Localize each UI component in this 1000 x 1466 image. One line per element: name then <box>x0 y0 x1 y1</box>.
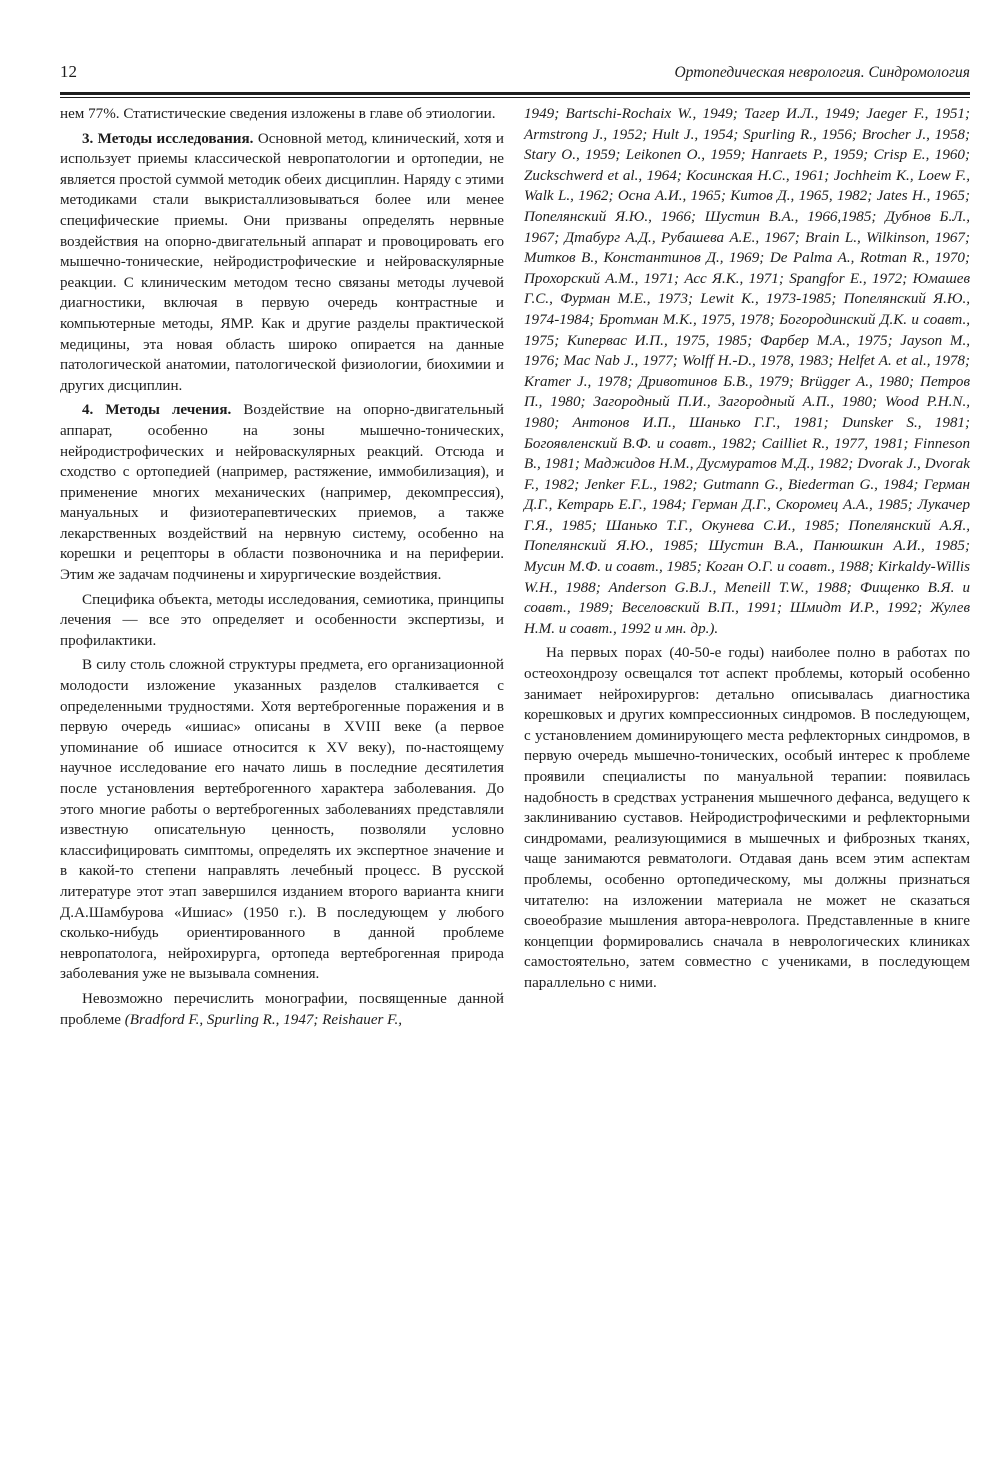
references-start: (Bradford F., Spurling R., 1947; Reishauer F., <box>124 1011 403 1028</box>
heading-research-methods: 3. Методы исследования. <box>82 130 254 147</box>
paragraph-monographs <box>60 989 504 1030</box>
paragraph-research-methods <box>60 129 504 397</box>
text-treatment-methods: Воздействие на опорно-двигательный аппарат, особенно на зоны мышечно-тонических, нейродистрофических и нейроваскулярных реакций. Отсюда и сходство с ортопедией (например, растяжение, иммобилизация), и применение многих механических (например, декомпрессия), мануальных и физиотерапевтических приемов, а также лекарственных воздействий на нервную систему, особенно на корешки и рецепторы в области позвоночника и на периферии. Этим же задачам подчинены и хирургические воздействия. <box>60 402 504 584</box>
paragraph-specifics: Специфика объекта, методы исследования, семиотика, принципы лечения — все это определяет и особенности экспертизы, и профилактики. <box>60 591 504 649</box>
paragraph-treatment-methods <box>60 400 504 585</box>
header-rule-thin <box>60 97 970 98</box>
header-rule-thick <box>60 92 970 95</box>
right-column <box>524 104 970 998</box>
left-column <box>60 104 504 1034</box>
heading-treatment-methods: 4. Методы лечения. <box>82 402 232 419</box>
paragraph-early-period: На первых порах (40-50-е годы) наиболее полно в работах по остеохондрозу освещался тот аспект проблемы, который особенно занимает нейрохирургов: детально описывалась диагностика корешковых и других компрессионных синдромов. В последующем, с установлением доминирующего места рефлекторных синдромов, в первую очередь мышечно-тонических, особый интерес к проблеме проявили специалисты по мануальной терапии: появилась надобность в средствах устранения мышечного дефанса, ведущего к заклиниванию суставов. Нейродистрофическими и рефлекторными синдромами, реализующимися в мышечных и фиброзных тканях, чаще занимаются ревматологи. Отдавая дань всем этим аспектам проблемы, особенно ортопедическому, мы должны признаться читателю: на изложении материала не может не сказаться своеобразие мышления автора-невролога. Представленные в книге концепции формировались сначала в неврологических клиниках самостоятельно, затем совместно с учениками, в последующем параллельно с ними. <box>524 645 970 991</box>
references-continued: 1949; Bartschi-Rochaix W., 1949; Тагер И.Л., 1949; Jaeger F., 1951; Armstrong J., 1952; Hult J., 1954; Spurling R., 1956; Brocher J., 1958; Stary O., 1959; Leikonen O., 1959; Hanraets P., 1959; Crisp E., 1960; Zuckschwerd et al., 1964; Косинская Н.С., 1961; Jochheim K., Loew F., Walk L., 1962; Осна А.И., 1965; Китов Д., 1965, 1982; Jates H., 1965; Попелянский Я.Ю., 1966; Шустин В.А., 1966,1985; Дубнов Б.Л., 1967; Дтабург А.Д., Рубашева А.Е., 1967; Brain L., Wilkinson, 1967; Митков В., Константинов Д., 1969; De Palma A., Rotman R., 1970; Прохорский А.М., 1971; Асс Я.К., 1971; Spangfor E., 1972; Юмашев Г.С., Фурман М.Е., 1973; Lewit K., 1973-1985; Попелянский Я.Ю., 1974-1984; Бротман М.К., 1975, 1978; Богородинский Д.К. и соавт., 1975; Кипервас И.П., 1975, 1985; Фарбер М.А., 1975; Jayson M., 1976; Mac Nab J., 1977; Wolff H.-D., 1978, 1983; Helfet A. et al., 1978; Kramer J., 1978; Дривотинов Б.В., 1979; Brügger A., 1980; Петров П., 1980; Загородный П.И., Загородный А.П., 1980; Wood P.H.N., 1980; Антонов И.П., Шанько Г.Г., 1981; Dunsker S., 1981; Богоявленский В.Ф. и соавт., 1982; Cailliet R., 1977, 1981; Finneson B., 1981; Маджидов Н.М., Дусмуратов М.Д., 1982; Dvorak J., Dvorak F., 1982; Jenker F.L., 1982; Gutmann G., Biederman G., 1984; Герман Д.Г., Кетрарь Е.Г., 1984; Герман Д.Г., Скоромец А.А., 1985; Лукачер Г.Я., 1985; Шанько Т.Г., Окунева С.И., 1985; Попелянский А.Я., Попелянский Я.Ю., 1985; Шустин В.А., Панюшкин А.И., 1985; Мусин М.Ф. и соавт., 1985; Коган О.Г. и соавт., 1988; Kirkaldy-Willis W.H., 1988; Anderson G.B.J., Meneill T.W., 1988; Фищенко В.Я. и соавт., 1989; Веселовский В.П., 1991; Шмидт И.Р., 1992; Жулев Н.М. и соавт., 1992 и мн. др.). <box>524 106 970 637</box>
text-research-methods: Основной метод, клинический, хотя и использует приемы классической невропатологии и ортопедии, не является простой суммой методик обеих дисциплин. Наряду с этими методиками стали выкристаллизовываться более или менее специфические приемы. Они призваны определять нервные воздействия на опорно-двигательный аппарат и провоцировать его мышечно-тонические, нейродистрофические и нейроваскулярные реакции. С клиническим методом тесно связаны методы лучевой диагностики, включая в первую очередь контрастные и компьютерные методы, ЯМР. Как и другие разделы практической медицины, эта новая область широко опирается на данные патологической анатомии, патологической физиологии, биохимии и других дисциплин. <box>60 130 504 394</box>
page-number: 12 <box>60 62 77 81</box>
paragraph-history: В силу столь сложной структуры предмета, его организационной молодости изложение указанных разделов сталкивается с определенными трудностями. Хотя вертеброгенные поражения и в первую очередь «ишиас» описаны в XVIII веке (а первое упоминание об ишиасе относится к XV веку), по-настоящему научное исследование его начато лишь в последние десятилетия после установления вертеброгенного характера заболевания. До этого многие работы о вертеброгенных заболеваниях представляли известную описательную ценность, позволяли условно классифицировать симптомы, определять их экспертное значение и в какой-то степени направлять лечебный процесс. В русской литературе этот этап завершился изданием второго варианта книги Д.А.Шамбурова «Ишиас» (1950 г.). В последующем у любого сколько-нибудь ориентированного в данной проблеме невропатолога, нейрохирурга, ортопеда вертеброгенная природа заболевания уже не вызывала сомнения. <box>60 657 504 983</box>
page-header <box>60 60 970 96</box>
paragraph-etiology: нем 77%. Статистические сведения изложены в главе об этиологии. <box>60 106 496 122</box>
running-title: Ортопедическая неврология. Синдромология <box>674 64 970 81</box>
text-monographs: Невозможно перечислить монографии, посвященные данной проблеме <box>60 990 504 1028</box>
